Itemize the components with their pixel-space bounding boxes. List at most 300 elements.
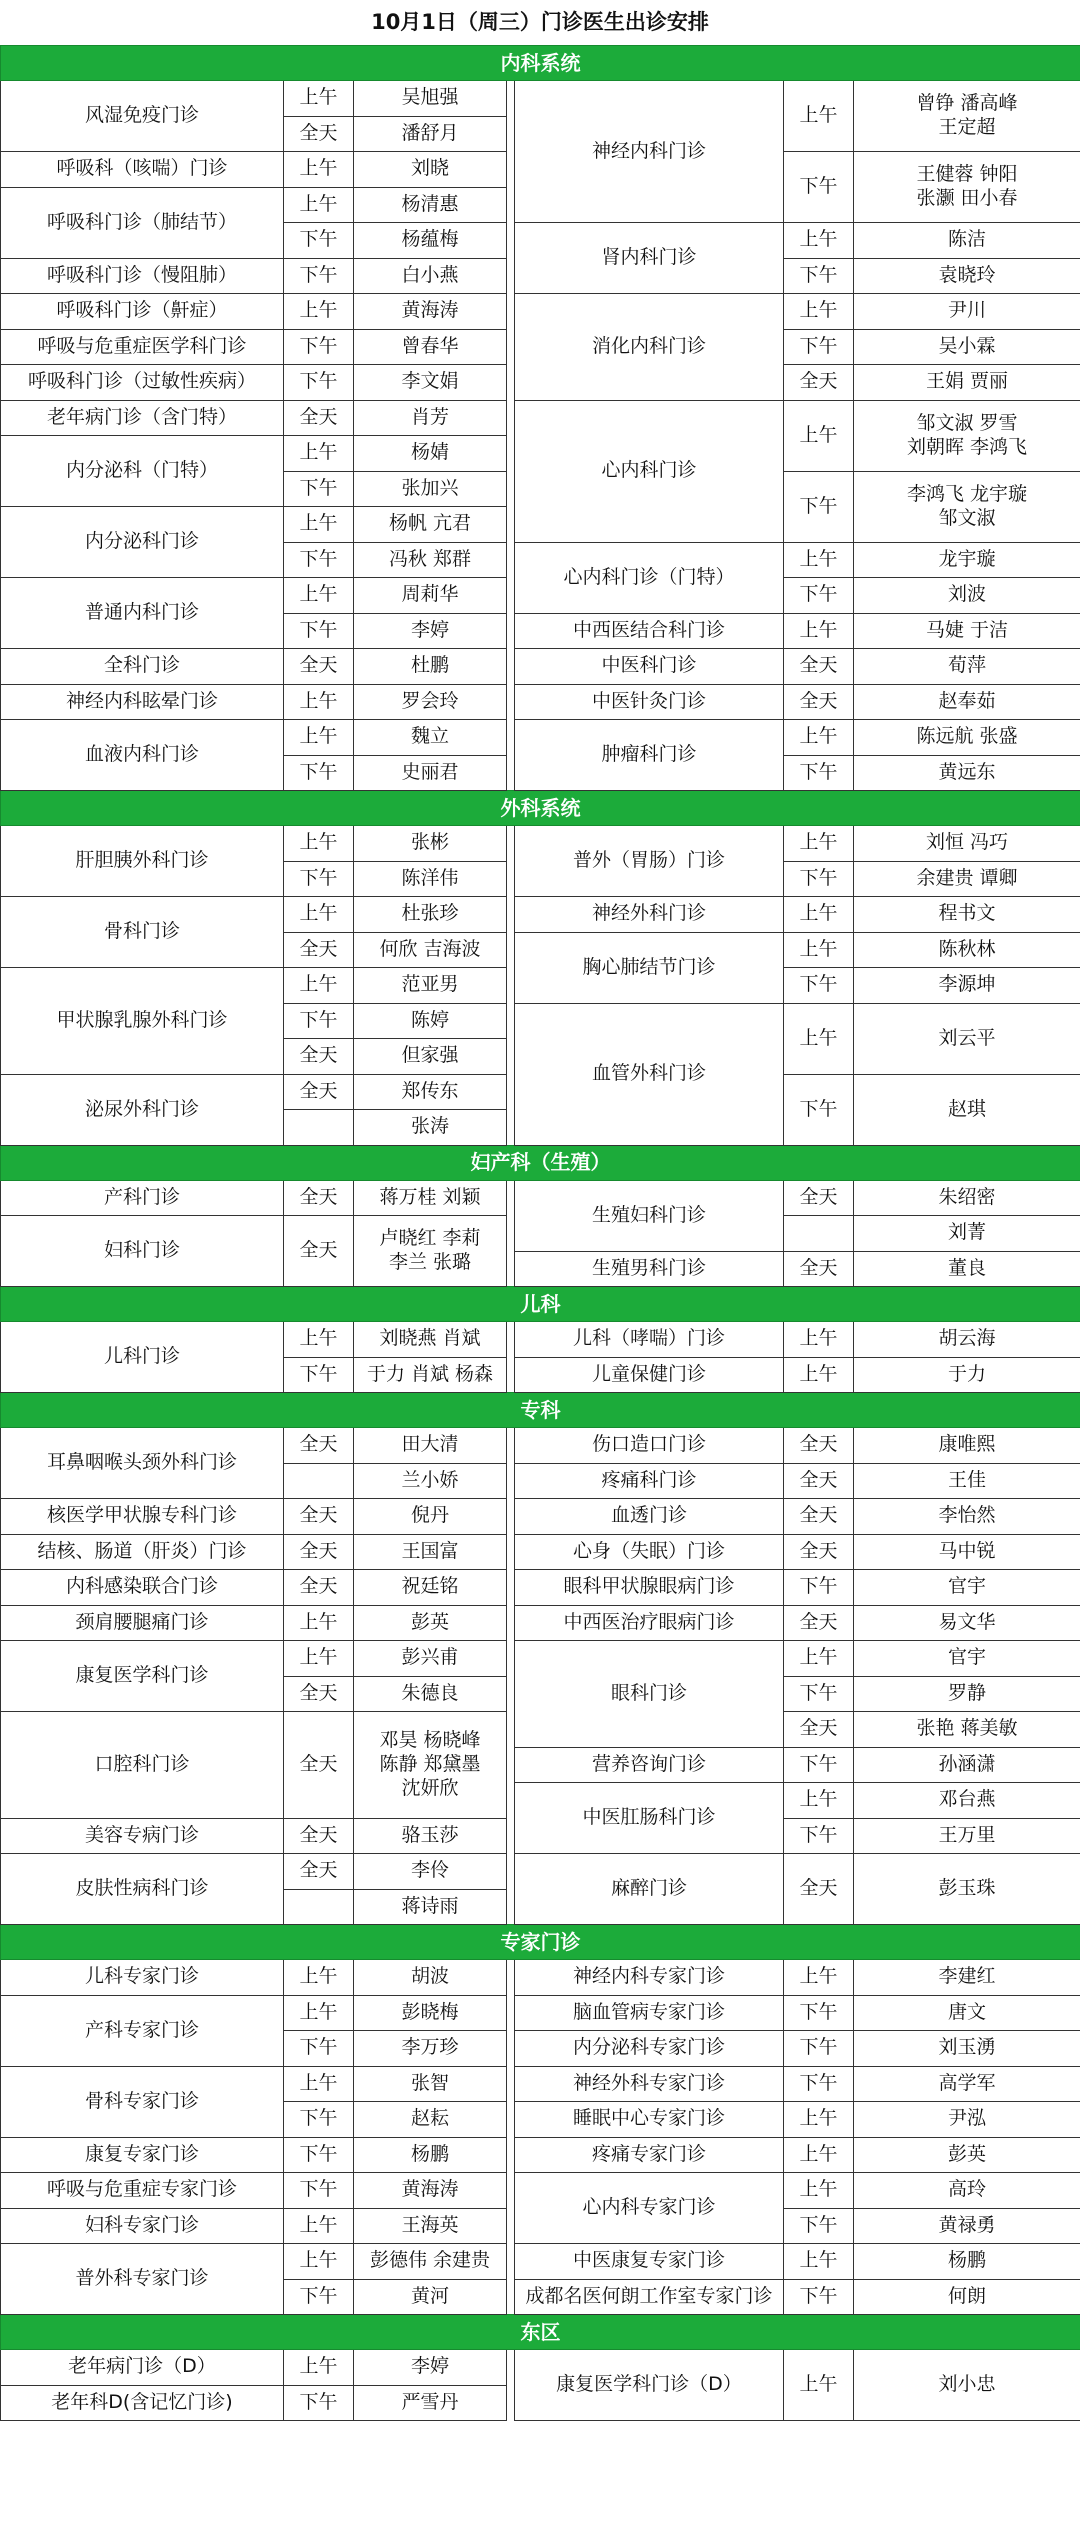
right-doctor-names: 陈洁 — [854, 223, 1080, 259]
left-doctor-names: 潘舒月 — [354, 116, 507, 152]
right-time-slot: 上午 — [784, 542, 854, 578]
left-time-slot: 下午 — [284, 613, 354, 649]
left-time-slot: 上午 — [284, 1995, 354, 2031]
right-dept-name: 成都名医何朗工作室专家门诊 — [515, 2279, 784, 2315]
right-dept-name: 肾内科门诊 — [515, 223, 784, 294]
left-dept-name: 康复医学科门诊 — [1, 1641, 284, 1712]
right-time-slot: 全天 — [784, 365, 854, 401]
schedule-row — [1, 1960, 1080, 1996]
left-doctor-names: 倪丹 — [354, 1499, 507, 1535]
left-dept-name: 颈肩腰腿痛门诊 — [1, 1605, 284, 1641]
left-time-slot: 全天 — [284, 1570, 354, 1606]
schedule-row — [1, 400, 1080, 436]
left-dept-name: 结核、肠道（肝炎）门诊 — [1, 1534, 284, 1570]
left-time-slot: 下午 — [284, 2137, 354, 2173]
left-doctor-names: 骆玉莎 — [354, 1818, 507, 1854]
left-dept-name: 儿科门诊 — [1, 1322, 284, 1393]
right-doctor-names: 袁晓玲 — [854, 258, 1080, 294]
column-gap — [507, 826, 515, 1146]
left-doctor-names: 张涛 — [354, 1110, 507, 1146]
left-dept-name: 儿科专家门诊 — [1, 1960, 284, 1996]
right-dept-name: 中医肛肠科门诊 — [515, 1783, 784, 1854]
right-doctor-names: 马中锐 — [854, 1534, 1080, 1570]
column-gap — [507, 1322, 515, 1393]
left-doctor-names: 但家强 — [354, 1039, 507, 1075]
right-doctor-names: 何朗 — [854, 2279, 1080, 2315]
schedule-table — [0, 45, 1080, 2421]
left-time-slot: 下午 — [284, 1003, 354, 1039]
left-doctor-names: 胡波 — [354, 1960, 507, 1996]
right-time-slot: 上午 — [784, 2244, 854, 2280]
right-time-slot: 全天 — [784, 1251, 854, 1287]
left-doctor-names: 黄河 — [354, 2279, 507, 2315]
left-doctor-names: 彭晓梅 — [354, 1995, 507, 2031]
right-time-slot: 下午 — [784, 1995, 854, 2031]
left-time-slot: 上午 — [284, 2244, 354, 2280]
right-dept-name: 疼痛科门诊 — [515, 1463, 784, 1499]
left-doctor-names: 蒋万桂 刘颖 — [354, 1180, 507, 1216]
left-doctor-names: 张彬 — [354, 826, 507, 862]
left-dept-name: 口腔科门诊 — [1, 1712, 284, 1819]
left-doctor-names: 彭德伟 余建贵 — [354, 2244, 507, 2280]
right-doctor-names: 赵奉茹 — [854, 684, 1080, 720]
left-dept-name: 老年科D(含记忆门诊) — [1, 2385, 284, 2421]
left-dept-name: 呼吸科门诊（肺结节） — [1, 187, 284, 258]
left-dept-name: 妇科门诊 — [1, 1216, 284, 1287]
right-doctor-names: 胡云海 — [854, 1322, 1080, 1358]
left-time-slot: 上午 — [284, 294, 354, 330]
section-header: 专科 — [1, 1393, 1080, 1428]
left-doctor-names: 田大清 — [354, 1428, 507, 1464]
left-dept-name: 耳鼻咽喉头颈外科门诊 — [1, 1428, 284, 1499]
left-time-slot: 下午 — [284, 755, 354, 791]
right-doctor-names: 陈秋林 — [854, 932, 1080, 968]
right-time-slot: 上午 — [784, 826, 854, 862]
right-dept-name: 心内科门诊（门特） — [515, 542, 784, 613]
left-time-slot: 上午 — [284, 81, 354, 117]
column-gap — [507, 1428, 515, 1925]
right-dept-name: 眼科门诊 — [515, 1641, 784, 1748]
right-doctor-names: 余建贵 谭卿 — [854, 861, 1080, 897]
right-doctor-names: 李建红 — [854, 1960, 1080, 1996]
right-time-slot: 全天 — [784, 1854, 854, 1925]
left-time-slot: 上午 — [284, 1322, 354, 1358]
right-doctor-names: 邹文淑 罗雪 刘朝晖 李鸿飞 — [854, 400, 1080, 471]
left-doctor-names: 杨婧 — [354, 436, 507, 472]
schedule-row — [1, 684, 1080, 720]
schedule-row — [1, 649, 1080, 685]
right-time-slot: 上午 — [784, 720, 854, 756]
schedule-row — [1, 2350, 1080, 2386]
left-doctor-names: 兰小娇 — [354, 1463, 507, 1499]
left-time-slot: 全天 — [284, 649, 354, 685]
right-time-slot: 上午 — [784, 400, 854, 471]
schedule-row — [1, 2137, 1080, 2173]
left-doctor-names: 张智 — [354, 2066, 507, 2102]
left-time-slot: 全天 — [284, 1499, 354, 1535]
left-doctor-names: 罗会玲 — [354, 684, 507, 720]
left-dept-name: 呼吸与危重症医学科门诊 — [1, 329, 284, 365]
left-dept-name: 呼吸与危重症专家门诊 — [1, 2173, 284, 2209]
right-dept-name: 消化内科门诊 — [515, 294, 784, 401]
right-time-slot: 上午 — [784, 2350, 854, 2421]
left-doctor-names: 邓昊 杨晓峰 陈静 郑黛墨 沈妍欣 — [354, 1712, 507, 1819]
right-dept-name: 神经外科专家门诊 — [515, 2066, 784, 2102]
right-dept-name: 生殖妇科门诊 — [515, 1180, 784, 1251]
left-dept-name: 产科门诊 — [1, 1180, 284, 1216]
right-doctor-names: 王佳 — [854, 1463, 1080, 1499]
schedule-row — [1, 2244, 1080, 2280]
left-time-slot: 上午 — [284, 152, 354, 188]
left-doctor-names: 黄海涛 — [354, 2173, 507, 2209]
right-doctor-names: 高学军 — [854, 2066, 1080, 2102]
right-dept-name: 中西医治疗眼病门诊 — [515, 1605, 784, 1641]
left-doctor-names: 肖芳 — [354, 400, 507, 436]
right-time-slot: 上午 — [784, 223, 854, 259]
left-doctor-names: 朱德良 — [354, 1676, 507, 1712]
left-doctor-names: 卢晓红 李莉 李兰 张璐 — [354, 1216, 507, 1287]
left-doctor-names: 陈洋伟 — [354, 861, 507, 897]
right-doctor-names: 高玲 — [854, 2173, 1080, 2209]
left-time-slot: 下午 — [284, 223, 354, 259]
left-time-slot: 上午 — [284, 436, 354, 472]
right-doctor-names: 王娟 贾丽 — [854, 365, 1080, 401]
left-doctor-names: 何欣 吉海波 — [354, 932, 507, 968]
right-time-slot: 下午 — [784, 1747, 854, 1783]
right-time-slot: 下午 — [784, 2066, 854, 2102]
left-time-slot: 全天 — [284, 1676, 354, 1712]
schedule-row — [1, 897, 1080, 933]
left-time-slot: 上午 — [284, 1960, 354, 1996]
right-dept-name: 心内科专家门诊 — [515, 2173, 784, 2244]
schedule-row — [1, 1499, 1080, 1535]
schedule-row — [1, 81, 1080, 117]
schedule-row — [1, 1995, 1080, 2031]
schedule-row — [1, 1534, 1080, 1570]
right-dept-name: 肿瘤科门诊 — [515, 720, 784, 791]
right-time-slot: 下午 — [784, 152, 854, 223]
left-dept-name: 老年病门诊（D） — [1, 2350, 284, 2386]
left-doctor-names: 李婷 — [354, 613, 507, 649]
right-doctor-names: 易文华 — [854, 1605, 1080, 1641]
left-time-slot: 下午 — [284, 2102, 354, 2138]
right-doctor-names: 刘恒 冯巧 — [854, 826, 1080, 862]
right-time-slot: 上午 — [784, 1960, 854, 1996]
right-dept-name: 中医科门诊 — [515, 649, 784, 685]
right-doctor-names: 尹川 — [854, 294, 1080, 330]
right-time-slot: 上午 — [784, 897, 854, 933]
left-doctor-names: 祝廷铭 — [354, 1570, 507, 1606]
left-doctor-names: 杨帆 亢君 — [354, 507, 507, 543]
right-doctor-names: 张艳 蒋美敏 — [854, 1712, 1080, 1748]
right-time-slot: 下午 — [784, 329, 854, 365]
left-time-slot: 下午 — [284, 861, 354, 897]
right-doctor-names: 刘波 — [854, 578, 1080, 614]
right-doctor-names: 官宇 — [854, 1641, 1080, 1677]
left-dept-name: 妇科专家门诊 — [1, 2208, 284, 2244]
right-doctor-names: 刘小忠 — [854, 2350, 1080, 2421]
right-dept-name: 心身（失眠）门诊 — [515, 1534, 784, 1570]
left-dept-name: 产科专家门诊 — [1, 1995, 284, 2066]
left-doctor-names: 李婷 — [354, 2350, 507, 2386]
left-dept-name: 血液内科门诊 — [1, 720, 284, 791]
schedule-row — [1, 1605, 1080, 1641]
schedule-row — [1, 720, 1080, 756]
left-dept-name: 内分泌科（门特） — [1, 436, 284, 507]
right-time-slot: 全天 — [784, 649, 854, 685]
left-doctor-names: 郑传东 — [354, 1074, 507, 1110]
left-doctor-names: 白小燕 — [354, 258, 507, 294]
left-dept-name: 呼吸科门诊（鼾症） — [1, 294, 284, 330]
left-doctor-names: 杨蕴梅 — [354, 223, 507, 259]
right-time-slot: 全天 — [784, 1605, 854, 1641]
left-time-slot: 全天 — [284, 116, 354, 152]
schedule-row — [1, 1180, 1080, 1216]
right-dept-name: 儿童保健门诊 — [515, 1357, 784, 1393]
left-dept-name: 呼吸科门诊（过敏性疾病） — [1, 365, 284, 401]
right-time-slot: 上午 — [784, 2173, 854, 2209]
right-doctor-names: 程书文 — [854, 897, 1080, 933]
left-time-slot: 上午 — [284, 1641, 354, 1677]
left-doctor-names: 彭兴甫 — [354, 1641, 507, 1677]
right-time-slot: 下午 — [784, 1074, 854, 1145]
section-header: 内科系统 — [1, 46, 1080, 81]
right-time-slot: 下午 — [784, 471, 854, 542]
left-doctor-names: 魏立 — [354, 720, 507, 756]
schedule-row — [1, 1570, 1080, 1606]
left-dept-name: 呼吸科门诊（慢阻肺） — [1, 258, 284, 294]
right-doctor-names: 荀萍 — [854, 649, 1080, 685]
right-doctor-names: 孙涵潇 — [854, 1747, 1080, 1783]
right-doctor-names: 邓台燕 — [854, 1783, 1080, 1819]
right-dept-name: 麻醉门诊 — [515, 1854, 784, 1925]
left-dept-name: 骨科门诊 — [1, 897, 284, 968]
right-dept-name: 康复医学科门诊（D） — [515, 2350, 784, 2421]
left-dept-name: 骨科专家门诊 — [1, 2066, 284, 2137]
right-dept-name: 神经外科门诊 — [515, 897, 784, 933]
right-dept-name: 心内科门诊 — [515, 400, 784, 542]
left-doctor-names: 黄海涛 — [354, 294, 507, 330]
left-doctor-names: 刘晓 — [354, 152, 507, 188]
right-doctor-names: 刘菁 — [854, 1216, 1080, 1252]
right-time-slot: 下午 — [784, 1818, 854, 1854]
right-dept-name: 普外（胃肠）门诊 — [515, 826, 784, 897]
right-dept-name: 睡眠中心专家门诊 — [515, 2102, 784, 2138]
left-time-slot: 上午 — [284, 897, 354, 933]
right-time-slot: 上午 — [784, 294, 854, 330]
right-time-slot: 下午 — [784, 968, 854, 1004]
left-time-slot: 上午 — [284, 968, 354, 1004]
right-doctor-names: 李怡然 — [854, 1499, 1080, 1535]
left-time-slot: 全天 — [284, 1854, 354, 1890]
right-doctor-names: 刘玉湧 — [854, 2031, 1080, 2067]
column-gap — [507, 1960, 515, 2315]
right-doctor-names: 李源坤 — [854, 968, 1080, 1004]
left-doctor-names: 陈婷 — [354, 1003, 507, 1039]
right-time-slot: 下午 — [784, 1676, 854, 1712]
right-doctor-names: 董良 — [854, 1251, 1080, 1287]
left-time-slot: 上午 — [284, 187, 354, 223]
right-dept-name: 神经内科门诊 — [515, 81, 784, 223]
left-doctor-names: 冯秋 郑群 — [354, 542, 507, 578]
section-header: 外科系统 — [1, 791, 1080, 826]
right-doctor-names: 曾铮 潘高峰 王定超 — [854, 81, 1080, 152]
column-gap — [507, 2350, 515, 2421]
right-time-slot: 上午 — [784, 81, 854, 152]
left-time-slot: 下午 — [284, 365, 354, 401]
left-time-slot: 全天 — [284, 1818, 354, 1854]
left-dept-name: 甲状腺乳腺外科门诊 — [1, 968, 284, 1075]
right-dept-name: 中西医结合科门诊 — [515, 613, 784, 649]
right-time-slot: 全天 — [784, 1712, 854, 1748]
right-dept-name: 中医康复专家门诊 — [515, 2244, 784, 2280]
right-doctor-names: 于力 — [854, 1357, 1080, 1393]
left-time-slot: 全天 — [284, 1428, 354, 1464]
left-dept-name: 老年病门诊（含门特） — [1, 400, 284, 436]
left-time-slot: 下午 — [284, 471, 354, 507]
left-time-slot: 全天 — [284, 1712, 354, 1819]
left-time-slot: 下午 — [284, 542, 354, 578]
left-doctor-names: 李万珍 — [354, 2031, 507, 2067]
schedule-row — [1, 1641, 1080, 1677]
left-time-slot: 全天 — [284, 1039, 354, 1075]
right-time-slot: 上午 — [784, 613, 854, 649]
left-dept-name: 普通内科门诊 — [1, 578, 284, 649]
left-time-slot: 全天 — [284, 1534, 354, 1570]
left-doctor-names: 史丽君 — [354, 755, 507, 791]
left-dept-name: 呼吸科（咳喘）门诊 — [1, 152, 284, 188]
right-time-slot: 下午 — [784, 755, 854, 791]
left-time-slot: 上午 — [284, 720, 354, 756]
left-time-slot: 上午 — [284, 1605, 354, 1641]
left-time-slot: 上午 — [284, 684, 354, 720]
left-doctor-names: 杜鹏 — [354, 649, 507, 685]
left-time-slot: 上午 — [284, 826, 354, 862]
right-time-slot: 上午 — [784, 1003, 854, 1074]
left-doctor-names: 蒋诗雨 — [354, 1889, 507, 1925]
right-time-slot: 全天 — [784, 1534, 854, 1570]
page-title: 10月1日（周三）门诊医生出诊安排 — [371, 10, 709, 34]
left-time-slot: 下午 — [284, 2385, 354, 2421]
left-dept-name: 康复专家门诊 — [1, 2137, 284, 2173]
left-dept-name: 全科门诊 — [1, 649, 284, 685]
right-time-slot: 全天 — [784, 1428, 854, 1464]
left-doctor-names: 吴旭强 — [354, 81, 507, 117]
left-doctor-names: 严雪丹 — [354, 2385, 507, 2421]
left-doctor-names: 刘晓燕 肖斌 — [354, 1322, 507, 1358]
right-doctor-names: 唐文 — [854, 1995, 1080, 2031]
right-time-slot: 下午 — [784, 861, 854, 897]
right-doctor-names: 彭英 — [854, 2137, 1080, 2173]
left-doctor-names: 王国富 — [354, 1534, 507, 1570]
left-dept-name: 普外科专家门诊 — [1, 2244, 284, 2315]
right-doctor-names: 赵琪 — [854, 1074, 1080, 1145]
left-time-slot: 上午 — [284, 2208, 354, 2244]
right-time-slot: 下午 — [784, 2279, 854, 2315]
right-dept-name: 营养咨询门诊 — [515, 1747, 784, 1783]
right-time-slot: 全天 — [784, 1463, 854, 1499]
section-header: 妇产科（生殖） — [1, 1145, 1080, 1180]
right-time-slot: 上午 — [784, 1322, 854, 1358]
left-time-slot — [284, 1110, 354, 1146]
right-doctor-names: 龙宇璇 — [854, 542, 1080, 578]
schedule-row — [1, 1428, 1080, 1464]
right-doctor-names: 彭玉珠 — [854, 1854, 1080, 1925]
left-doctor-names: 于力 肖斌 杨森 — [354, 1357, 507, 1393]
left-time-slot: 下午 — [284, 258, 354, 294]
right-doctor-names: 官宇 — [854, 1570, 1080, 1606]
left-dept-name: 内科感染联合门诊 — [1, 1570, 284, 1606]
right-time-slot: 下午 — [784, 578, 854, 614]
schedule-row — [1, 826, 1080, 862]
right-doctor-names: 黄禄勇 — [854, 2208, 1080, 2244]
right-time-slot: 全天 — [784, 1180, 854, 1216]
left-time-slot: 全天 — [284, 932, 354, 968]
left-doctor-names: 李伶 — [354, 1854, 507, 1890]
right-doctor-names: 尹泓 — [854, 2102, 1080, 2138]
right-dept-name: 血管外科门诊 — [515, 1003, 784, 1145]
right-time-slot: 下午 — [784, 2031, 854, 2067]
right-dept-name: 内分泌科专家门诊 — [515, 2031, 784, 2067]
left-doctor-names: 赵耘 — [354, 2102, 507, 2138]
left-doctor-names: 杜张珍 — [354, 897, 507, 933]
right-doctor-names: 吴小霖 — [854, 329, 1080, 365]
right-time-slot: 全天 — [784, 1499, 854, 1535]
left-doctor-names: 彭英 — [354, 1605, 507, 1641]
left-doctor-names: 杨清惠 — [354, 187, 507, 223]
right-doctor-names: 王健蓉 钟阳 张灏 田小春 — [854, 152, 1080, 223]
right-time-slot — [784, 1216, 854, 1252]
left-time-slot: 下午 — [284, 2031, 354, 2067]
left-time-slot: 全天 — [284, 400, 354, 436]
left-time-slot: 上午 — [284, 507, 354, 543]
left-dept-name: 风湿免疫门诊 — [1, 81, 284, 152]
left-dept-name: 泌尿外科门诊 — [1, 1074, 284, 1145]
right-time-slot: 下午 — [784, 1570, 854, 1606]
left-dept-name: 美容专病门诊 — [1, 1818, 284, 1854]
left-doctor-names: 张加兴 — [354, 471, 507, 507]
left-doctor-names: 李文娟 — [354, 365, 507, 401]
schedule-row — [1, 2066, 1080, 2102]
schedule-sheet — [0, 45, 1080, 2421]
right-time-slot: 上午 — [784, 932, 854, 968]
left-time-slot: 全天 — [284, 1074, 354, 1110]
right-time-slot: 下午 — [784, 258, 854, 294]
left-dept-name: 神经内科眩晕门诊 — [1, 684, 284, 720]
right-doctor-names: 李鸿飞 龙宇璇 邹文淑 — [854, 471, 1080, 542]
right-time-slot: 上午 — [784, 2102, 854, 2138]
schedule-row — [1, 1322, 1080, 1358]
right-dept-name: 儿科（哮喘）门诊 — [515, 1322, 784, 1358]
right-dept-name: 中医针灸门诊 — [515, 684, 784, 720]
right-doctor-names: 陈远航 张盛 — [854, 720, 1080, 756]
section-header: 儿科 — [1, 1287, 1080, 1322]
left-dept-name: 内分泌科门诊 — [1, 507, 284, 578]
left-time-slot — [284, 1889, 354, 1925]
left-doctor-names: 周莉华 — [354, 578, 507, 614]
left-time-slot: 上午 — [284, 578, 354, 614]
right-dept-name: 胸心肺结节门诊 — [515, 932, 784, 1003]
left-time-slot: 下午 — [284, 329, 354, 365]
column-gap — [507, 1180, 515, 1287]
left-time-slot: 上午 — [284, 2066, 354, 2102]
right-dept-name: 伤口造口门诊 — [515, 1428, 784, 1464]
left-time-slot: 全天 — [284, 1180, 354, 1216]
right-doctor-names: 康唯熙 — [854, 1428, 1080, 1464]
section-header: 专家门诊 — [1, 1925, 1080, 1960]
right-time-slot: 上午 — [784, 2137, 854, 2173]
section-header: 东区 — [1, 2315, 1080, 2350]
